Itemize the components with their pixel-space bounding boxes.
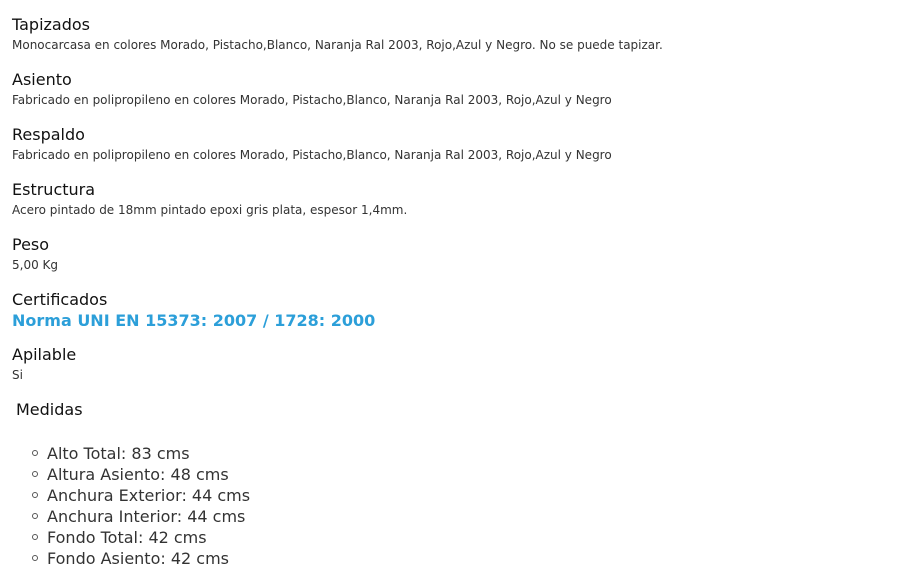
medida-text: Fondo Total: 42 cms <box>47 528 207 547</box>
spec-title: Asiento <box>12 70 72 89</box>
spec-title: Estructura <box>12 180 96 199</box>
list-item <box>30 485 922 506</box>
spec-asiento <box>12 69 922 111</box>
medida-text: Anchura Interior: 44 cms <box>47 507 246 526</box>
bullet-circle-icon <box>32 492 38 498</box>
spec-peso <box>12 234 922 276</box>
spec-title: Peso <box>12 235 50 254</box>
bullet-circle-icon <box>32 534 38 540</box>
medidas-heading: Medidas <box>16 400 83 419</box>
spec-estructura <box>12 179 922 221</box>
list-item <box>30 464 922 485</box>
bullet-circle-icon <box>32 513 38 519</box>
list-item <box>30 548 922 569</box>
spec-title: Respaldo <box>12 125 85 144</box>
medida-text: Alto Total: 83 cms <box>47 444 190 463</box>
spec-value: Acero pintado de 18mm pintado epoxi gris plata, espesor 1,4mm. <box>12 203 408 217</box>
medidas-list <box>12 443 922 569</box>
spec-value: Fabricado en polipropileno en colores Morado, Pistacho,Blanco, Naranja Ral 2003, Rojo,Azul y Negro <box>12 93 612 107</box>
spec-title: Tapizados <box>12 15 91 34</box>
bullet-circle-icon <box>32 471 38 477</box>
spec-tapizados <box>12 14 922 56</box>
spec-respaldo <box>12 124 922 166</box>
spec-certificados <box>12 289 922 331</box>
spec-value: 5,00 Kg <box>12 258 59 272</box>
list-item <box>30 506 922 527</box>
list-item <box>30 527 922 548</box>
certificate-link[interactable]: Norma UNI EN 15373: 2007 / 1728: 2000 <box>12 311 376 330</box>
spec-title: Apilable <box>12 345 77 364</box>
spec-value: Fabricado en polipropileno en colores Morado, Pistacho,Blanco, Naranja Ral 2003, Rojo,Azul y Negro <box>12 148 612 162</box>
spec-title: Certificados <box>12 290 108 309</box>
spec-apilable <box>12 344 922 386</box>
medida-text: Altura Asiento: 48 cms <box>47 465 229 484</box>
bullet-circle-icon <box>32 450 38 456</box>
spec-value: Monocarcasa en colores Morado, Pistacho,Blanco, Naranja Ral 2003, Rojo,Azul y Negro. No se puede tapizar. <box>12 38 663 52</box>
medida-text: Anchura Exterior: 44 cms <box>47 486 251 505</box>
bullet-circle-icon <box>32 555 38 561</box>
medida-text: Fondo Asiento: 42 cms <box>47 549 230 568</box>
list-item <box>30 443 922 464</box>
spec-value: Si <box>12 368 23 382</box>
